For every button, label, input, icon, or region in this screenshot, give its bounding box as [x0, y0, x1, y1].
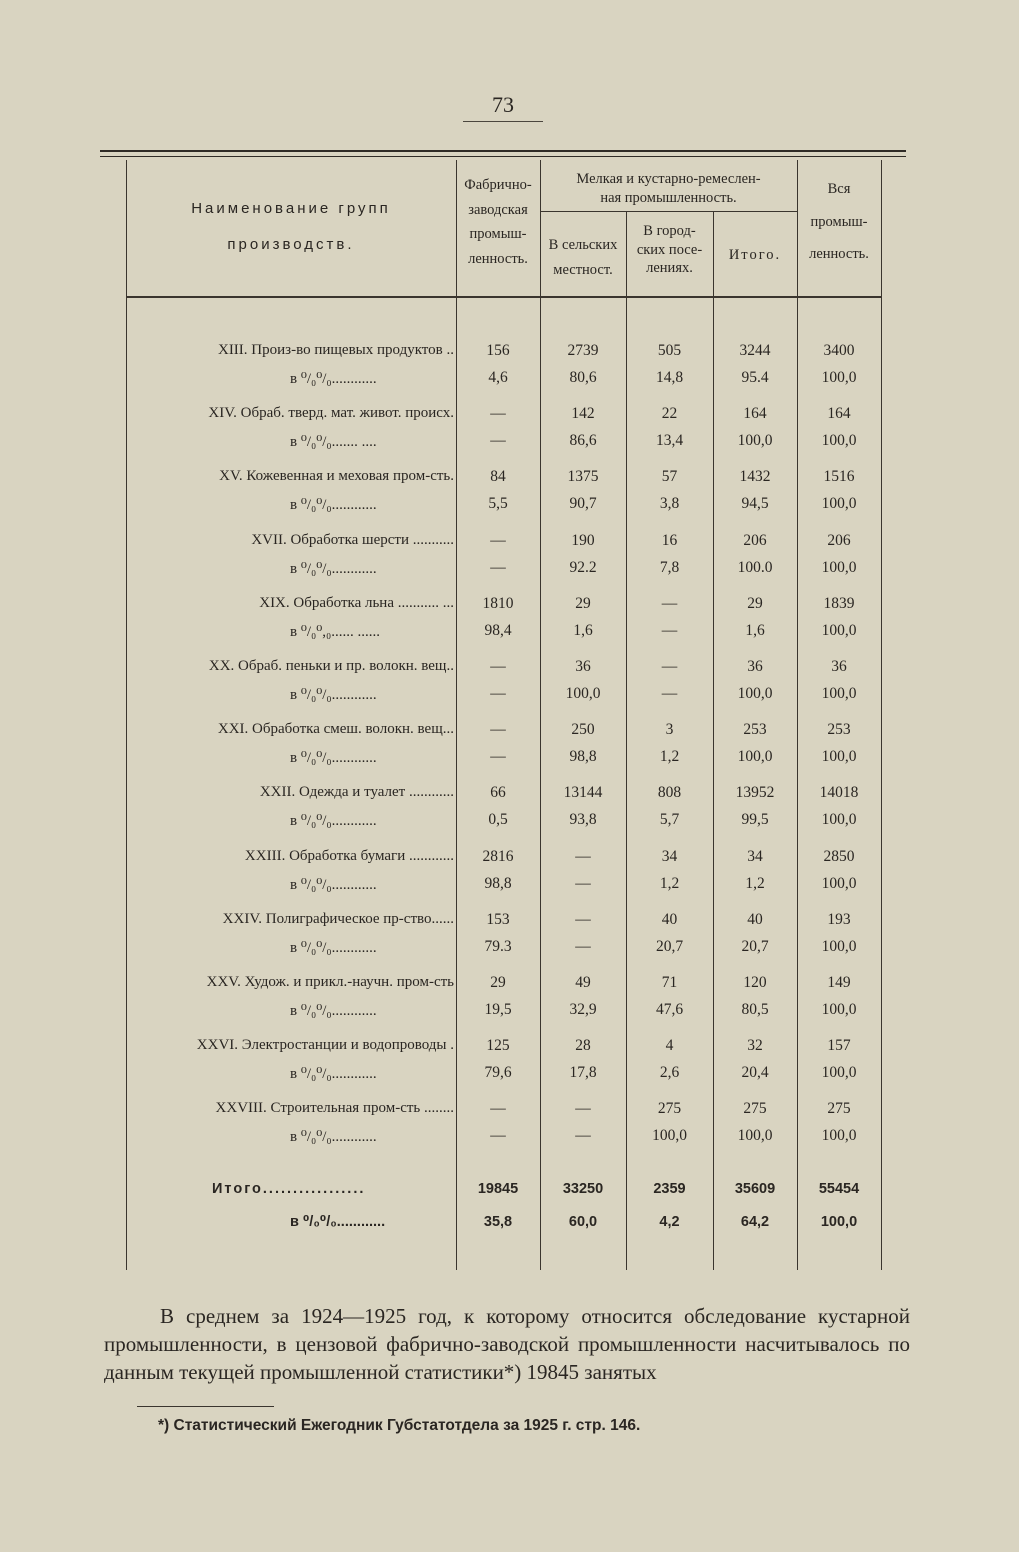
table-cell: 17,8 [569, 1064, 597, 1081]
table-cell: 5,7 [659, 811, 680, 828]
table-cell: — [575, 911, 591, 928]
table-cell: 100,0 [821, 811, 857, 828]
table-cell: 100,0 [737, 432, 773, 449]
table-cell: 19,5 [484, 1001, 512, 1018]
table-cell: 86,6 [569, 432, 597, 449]
header-factory: Фабрично- заводская промыш- ленность. [464, 177, 532, 267]
total-percent-cell: 100,0 [820, 1214, 858, 1230]
table-cell: 29 [490, 974, 506, 991]
row-label: XV. Кожевенная и меховая пром-сть. [219, 468, 454, 484]
table-cell: 2739 [567, 342, 599, 359]
table-cell: — [490, 658, 506, 675]
header-urban: В город- ских посе- лениях. [636, 223, 703, 277]
table-cell: 98,4 [484, 622, 512, 639]
table-cell: — [490, 405, 506, 422]
table-cell: 100,0 [737, 748, 773, 765]
table-cell: 1,2 [659, 748, 680, 765]
table-cell: 100,0 [821, 559, 857, 576]
table-cell: 13,4 [655, 432, 684, 449]
table-cell: 16 [661, 532, 678, 549]
table-cell: 34 [747, 848, 763, 865]
table-cell: 40 [661, 911, 678, 928]
footnote-rule [137, 1406, 274, 1407]
table-cell: 3,8 [659, 495, 680, 512]
row-percent-label: в ⁰/₀⁰/₀............ [290, 750, 377, 766]
row-label: XXII. Одежда и туалет ............ [259, 784, 454, 800]
table-cell: 36 [831, 658, 847, 675]
row-label: XXVI. Электростанции и водопроводы . [196, 1037, 454, 1053]
total-cell: 2359 [653, 1181, 686, 1197]
table-cell: 1375 [567, 468, 599, 485]
total-cell: 19845 [477, 1181, 519, 1197]
row-label: XVII. Обработка шерсти ........... [251, 532, 454, 548]
table-cell: 100,0 [565, 685, 601, 702]
table-cell: 100,0 [737, 1127, 773, 1144]
table-cell: 149 [827, 974, 851, 991]
table-cell: 22 [661, 405, 678, 422]
table-cell: 84 [490, 468, 506, 485]
table-cell: 190 [571, 532, 595, 549]
table-cell: — [490, 721, 506, 738]
table-cell: 94,5 [741, 495, 769, 512]
table-cell: 1,2 [745, 875, 765, 892]
table-cell: 20,7 [655, 938, 684, 955]
row-percent-label: в ⁰/₀⁰/₀............ [290, 813, 377, 829]
row-label: XX. Обраб. пеньки и пр. волокн. вещ.. [208, 658, 454, 674]
table-cell: 1,6 [573, 622, 593, 639]
table-cell: 92.2 [569, 559, 597, 576]
body-paragraph: В среднем за 1924—1925 год, к которому относится обследование кустарной промышленности, в цензовой фабрично-заводской промышленности насчитывалось по данным текущей промышленной статистики*) 19845 занятых [104, 1304, 910, 1384]
table-cell: 71 [661, 974, 678, 991]
table-cell: 2,6 [659, 1064, 680, 1081]
table-cell: 156 [486, 342, 510, 359]
table-cell: 98,8 [569, 748, 597, 765]
table-cell: 100,0 [821, 1127, 857, 1144]
table-cell: — [661, 658, 678, 675]
row-percent-label: в ⁰/₀⁰,₀...... ...... [290, 624, 380, 640]
row-percent-label: в ⁰/₀⁰/₀............ [290, 1003, 377, 1019]
table-cell: — [575, 848, 591, 865]
table-cell: 36 [747, 658, 763, 675]
table-cell: 100,0 [821, 1064, 857, 1081]
table-cell: 95.4 [741, 369, 769, 386]
table-cell: 100,0 [821, 685, 857, 702]
table-cell: 7,8 [659, 559, 680, 576]
table-cell: 142 [571, 405, 595, 422]
table-cell: 79.3 [484, 938, 512, 955]
table-cell: 100,0 [821, 622, 857, 639]
table-cell: — [490, 1100, 506, 1117]
table-cell: — [490, 1127, 506, 1144]
table-cell: — [661, 622, 678, 639]
row-percent-label: в ⁰/₀⁰/₀............ [290, 687, 377, 703]
table-cell: 14,8 [655, 369, 684, 386]
table-cell: 164 [743, 405, 767, 422]
table-cell: 275 [657, 1100, 682, 1117]
total-percent-cell: 60,0 [568, 1214, 598, 1230]
header-bottom-rule [126, 296, 881, 298]
table-cell: 32,9 [569, 1001, 597, 1018]
row-percent-label: в ⁰/₀⁰/₀............ [290, 1129, 377, 1145]
table-cell: 275 [743, 1100, 767, 1117]
table-cell: 253 [743, 721, 767, 738]
table-cell: — [575, 1127, 591, 1144]
total-cell: 35609 [734, 1181, 776, 1197]
total-percent-cell: 64,2 [740, 1214, 770, 1230]
table-cell: 36 [575, 658, 591, 675]
total-percent-cell: 35,8 [483, 1214, 513, 1230]
table-cell: — [490, 432, 506, 449]
subheader-rule [540, 211, 797, 212]
table-cell: 1516 [823, 468, 855, 485]
table-cell: 1,2 [659, 875, 680, 892]
table-cell: 100,0 [821, 495, 857, 512]
table-cell: 80,6 [569, 369, 597, 386]
table-cell: 0,5 [488, 811, 508, 828]
table-cell: — [661, 595, 678, 612]
table-cell: 100,0 [821, 748, 857, 765]
table-cell: 157 [827, 1037, 851, 1054]
row-label: XIII. Произ-во пищевых продуктов .. [217, 342, 454, 358]
table-cell: 93,8 [569, 811, 597, 828]
table-cell: 34 [661, 848, 678, 865]
table-cell: 79,6 [484, 1064, 512, 1081]
table-cell: 100,0 [652, 1127, 687, 1144]
row-percent-label: в ⁰/₀⁰/₀............ [290, 877, 377, 893]
table-cell: 2816 [482, 848, 514, 865]
page-number: 73 [492, 92, 514, 117]
table-cell: 100,0 [821, 432, 857, 449]
table-cell: 120 [743, 974, 767, 991]
table-cell: 100,0 [821, 369, 857, 386]
table-cell: — [575, 875, 591, 892]
table-cell: — [490, 559, 506, 576]
table-cell: — [490, 685, 506, 702]
table-cell: 80,5 [741, 1001, 769, 1018]
total-label: Итого................. [212, 1181, 366, 1197]
table-cell: 28 [575, 1037, 591, 1054]
table-cell: 505 [657, 342, 682, 359]
table-cell: 206 [827, 532, 851, 549]
table-cell: — [575, 938, 591, 955]
total-cell: 55454 [818, 1181, 860, 1197]
table-cell: 4 [665, 1037, 674, 1054]
table-cell: 193 [827, 911, 851, 928]
table-cell: 99,5 [741, 811, 769, 828]
table-right-border [881, 160, 882, 1270]
header-group-title-2: производств. [227, 236, 355, 253]
table-cell: 29 [575, 595, 591, 612]
row-label: XXI. Обработка смеш. волокн. вещ... [217, 721, 454, 737]
header-small-industry: Мелкая и кустарно-ремеслен- ная промышленность. [576, 171, 761, 206]
row-percent-label: в ⁰/₀⁰/₀............ [290, 497, 377, 513]
row-label: XIX. Обработка льна ........... ... [259, 595, 454, 611]
header-all-industry: Вся промыш- ленность. [809, 181, 869, 263]
row-label: XXIII. Обработка бумаги ............ [244, 848, 454, 864]
table-cell: 14018 [819, 784, 859, 801]
page-number-rule [463, 121, 543, 122]
table-cell: 1810 [482, 595, 514, 612]
row-percent-label: в ⁰/₀⁰/₀............ [290, 371, 377, 387]
table-cell: 3244 [739, 342, 771, 359]
table-cell: 206 [743, 532, 767, 549]
header-rural: В сельских местност. [548, 237, 618, 278]
table-cell: 13144 [563, 784, 603, 801]
row-label: XXIV. Полиграфическое пр-ство...... [222, 911, 454, 927]
table-cell: 66 [490, 784, 506, 801]
table-cell: 808 [657, 784, 682, 801]
footnote: *) Статистический Ежегодник Губстатотдела за 1925 г. стр. 146. [158, 1417, 641, 1434]
table-cell: 98,8 [484, 875, 512, 892]
table-cell: 20,7 [741, 938, 769, 955]
table-cell: 100,0 [737, 685, 773, 702]
table-cell: 2850 [823, 848, 855, 865]
table-cell: 90,7 [569, 495, 597, 512]
table-cell: 3400 [823, 342, 855, 359]
row-percent-label: в ⁰/₀⁰/₀............ [290, 940, 377, 956]
table-cell: 57 [661, 468, 678, 485]
header-group-title: Наименование групп [191, 200, 391, 217]
table-cell: 1839 [823, 595, 855, 612]
table-cell: 32 [747, 1037, 763, 1054]
table-cell: 3 [665, 721, 674, 738]
table-cell: 4,6 [488, 369, 508, 386]
table-cell: — [575, 1100, 591, 1117]
table-cell: 164 [827, 405, 851, 422]
row-label: XIV. Обраб. тверд. мат. живот. происх. [208, 405, 454, 421]
row-percent-label: в ⁰/₀⁰/₀....... .... [290, 434, 377, 450]
table-cell: 100,0 [821, 1001, 857, 1018]
table-cell: 153 [486, 911, 510, 928]
row-label: XXV. Худож. и прикл.-научн. пром-сть [206, 974, 454, 990]
table-cell: 40 [747, 911, 763, 928]
row-percent-label: в ⁰/₀⁰/₀............ [290, 1066, 377, 1082]
table-cell: 1432 [739, 468, 771, 485]
table-cell: 250 [571, 721, 595, 738]
total-cell: 33250 [562, 1181, 604, 1197]
table-top-rule [100, 150, 906, 152]
table-cell: 100.0 [737, 559, 773, 576]
table-cell: 275 [827, 1100, 851, 1117]
table-top-rule-thin [100, 156, 906, 157]
table-cell: 49 [575, 974, 591, 991]
total-percent-cell: 4,2 [659, 1214, 680, 1230]
header-subtotal: Итого. [728, 247, 782, 263]
row-percent-label: в ⁰/₀⁰/₀............ [290, 561, 377, 577]
total-percent-label: в ⁰/₀⁰/₀............ [290, 1214, 386, 1230]
table-cell: 20,4 [741, 1064, 769, 1081]
table-cell: 29 [747, 595, 763, 612]
table-cell: 125 [486, 1037, 510, 1054]
table-cell: 1,6 [745, 622, 765, 639]
row-label: XXVIII. Строительная пром-сть ........ [215, 1100, 454, 1116]
table-cell: 253 [827, 721, 851, 738]
table-cell: 100,0 [821, 875, 857, 892]
table-cell: 13952 [735, 784, 775, 801]
table-cell: 5,5 [488, 495, 508, 512]
table-cell: — [661, 685, 678, 702]
table-cell: — [490, 532, 506, 549]
table-cell: 47,6 [655, 1001, 684, 1018]
table-cell: 100,0 [821, 938, 857, 955]
table-cell: — [490, 748, 506, 765]
